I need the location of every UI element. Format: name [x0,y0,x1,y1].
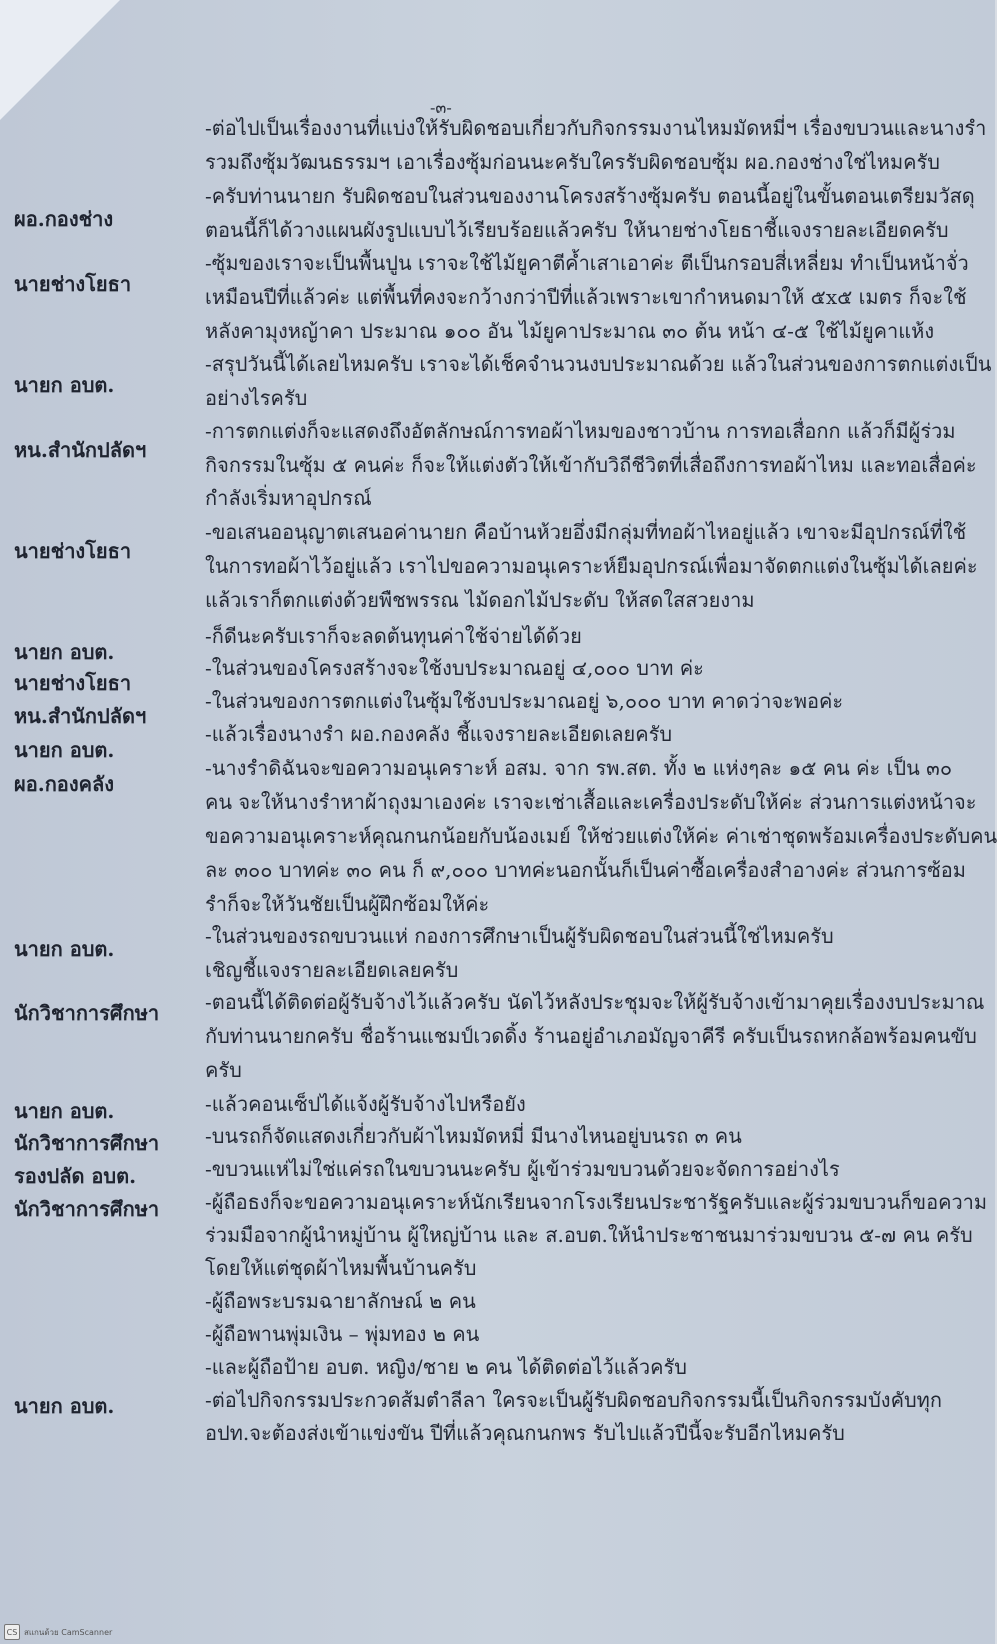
body-line: -ในส่วนของการตกแต่งในซุ้มใช้งบประมาณอยู่ ๖,๐๐๐ บาท คาดว่าจะพอค่ะ [205,689,844,713]
body-line: -ผู้ถือพานพุ่มเงิน – พุ่มทอง ๒ คน [205,1322,480,1346]
speaker-label: นายก อบต. [14,937,115,961]
speaker-label: นายช่างโยธา [14,539,132,563]
speaker-label: นักวิชาการศึกษา [14,1001,160,1025]
body-line: เหมือนปีที่แล้วค่ะ แต่พื้นที่คงจะกว้างกว่าปีที่แล้วเพราะเขากำหนดมาให้ ๕x๕ เมตร ก็จะใช้ [205,285,967,309]
body-line: -ขบวนแห่ไม่ใช่แค่รถในขบวนนะครับ ผู้เข้าร่วมขบวนด้วยจะจัดการอย่างไร [205,1157,840,1181]
body-line: คน จะให้นางรำหาผ้าถุงมาเองค่ะ เราจะเช่าเสื้อและเครื่องประดับให้ค่ะ ส่วนการแต่งหน้าจะ [205,790,977,814]
body-line: โดยให้แต่ชุดผ้าไหมพื้นบ้านครับ [205,1256,477,1280]
body-line: ร่วมมือจากผู้นำหมู่บ้าน ผู้ใหญ่บ้าน และ ส.อบต.ให้นำประชาชนมาร่วมขบวน ๕-๗ คน ครับ [205,1223,973,1247]
body-line: รำก็จะให้วันชัยเป็นผู้ฝึกซ้อมให้ค่ะ [205,892,490,916]
speaker-label: นายก อบต. [14,1394,115,1418]
body-line: -ต่อไปกิจกรรมประกวดส้มตำลีลา ใครจะเป็นผู้รับผิดชอบกิจกรรมนี้เป็นกิจกรรมบังคับทุก [205,1388,942,1412]
body-line: ละ ๓๐๐ บาทค่ะ ๓๐ คน ก็ ๙,๐๐๐ บาทค่ะนอกนั้นก็เป็นค่าซื้อเครื่องสำอางค่ะ ส่วนการซ้อม [205,858,966,882]
body-line: แล้วเราก็ตกแต่งด้วยพืชพรรณ ไม้ดอกไม้ประดับ ให้สดใสสวยงาม [205,588,755,612]
speaker-label: นายก อบต. [14,1099,115,1123]
body-line: -ผู้ถือพระบรมฉายาลักษณ์ ๒ คน [205,1289,476,1313]
body-line: -นางรำดิฉันจะขอความอนุเคราะห์ อสม. จาก รพ.สต. ทั้ง ๒ แห่งๆละ ๑๕ คน ค่ะ เป็น ๓๐ [205,756,953,780]
speaker-label: หน.สำนักปลัดฯ [14,704,147,728]
body-line: -ตอนนี้ได้ติดต่อผู้รับจ้างไว้แล้วครับ นัดไว้หลังประชุมจะให้ผู้รับจ้างเข้ามาคุยเรื่องงบประมาณ [205,990,985,1014]
body-line: ขอความอนุเคราะห์คุณกนกน้อยกับน้องเมย์ ให้ช่วยแต่งให้ค่ะ ค่าเช่าชุดพร้อมเครื่องประดับคน [205,824,997,848]
speaker-label: นายก อบต. [14,373,115,397]
speaker-label: นักวิชาการศึกษา [14,1131,160,1155]
body-line: ตอนนี้ก็ได้วางแผนผังรูปแบบไว้เรียบร้อยแล้วครับ ให้นายช่างโยธาชี้แจงรายละเอียดครับ [205,218,949,242]
body-line: -การตกแต่งก็จะแสดงถึงอัตลักษณ์การทอผ้าไหมของชาวบ้าน การทอเสื่อกก แล้วก็มีผู้ร่วม [205,419,956,443]
body-line: -ในส่วนของรถขบวนแห่ กองการศึกษาเป็นผู้รับผิดชอบในส่วนนี้ใช่ไหมครับ [205,924,834,948]
body-line: -และผู้ถือป้าย อบต. หญิง/ชาย ๒ คน ได้ติดต่อไว้แล้วครับ [205,1355,687,1379]
body-line: เชิญชี้แจงรายละเอียดเลยครับ [205,958,459,982]
body-line: -ขอเสนออนุญาตเสนอค่านายก คือบ้านห้วยอึ่งมีกลุ่มที่ทอผ้าไหอยู่แล้ว เขาจะมีอุปกรณ์ที่ใช้ [205,520,967,544]
body-line: -ในส่วนของโครงสร้างจะใช้งบประมาณอยู่ ๔,๐๐๐ บาท ค่ะ [205,656,704,680]
speaker-label: รองปลัด อบต. [14,1164,137,1188]
folded-corner [0,0,120,120]
body-line: -สรุปวันนี้ได้เลยไหมครับ เราจะได้เช็คจำนวนงบประมาณด้วย แล้วในส่วนของการตกแต่งเป็น [205,352,992,376]
camscanner-logo-icon: CS [4,1624,20,1640]
speaker-label: นายช่างโยธา [14,272,132,296]
body-line: กำลังเริ่มหาอุปกรณ์ [205,486,372,510]
body-line: กิจกรรมในซุ้ม ๕ คนค่ะ ก็จะให้แต่งตัวให้เข้ากับวิถีชีวิตที่เสื่อถึงการทอผ้าไหม และทอเสื่อค่ะ [205,453,977,477]
body-line: -ผู้ถือธงก็จะขอความอนุเคราะห์นักเรียนจากโรงเรียนประชารัฐครับและผู้ร่วมขบวนก็ขอความ [205,1190,988,1214]
scanner-watermark [4,1624,112,1640]
speaker-label: ผอ.กองคลัง [14,772,114,796]
body-line: -ก็ดีนะครับเราก็จะลดต้นทุนค่าใช้จ่ายได้ด้วย [205,624,582,648]
body-line: รวมถึงซุ้มวัฒนธรรมฯ เอาเรื่องซุ้มก่อนนะครับใครรับผิดชอบซุ้ม ผอ.กองช่างใช่ไหมครับ [205,150,940,174]
body-line: กับท่านนายกครับ ชื่อร้านแชมป์เวดดิ้ง ร้านอยู่อำเภอมัญจาคีรี ครับเป็นรถหกล้อพร้อมคนขับ [205,1024,977,1048]
body-line: อย่างไรครับ [205,386,308,410]
body-line: -แล้วเรื่องนางรำ ผอ.กองคลัง ชี้แจงรายละเอียดเลยครับ [205,722,673,746]
body-line: -ซุ้มของเราจะเป็นพื้นปูน เราจะใช้ไม้ยูคาตีค้ำเสาเอาค่ะ ตีเป็นกรอบสี่เหลี่ยม ทำเป็นหน้าจั่ว [205,251,969,275]
body-line: -แล้วคอนเซ็ปได้แจ้งผู้รับจ้างไปหรือยัง [205,1092,526,1116]
body-line: ครับ [205,1058,242,1082]
speaker-label: หน.สำนักปลัดฯ [14,438,147,462]
page-number: -๓- [430,98,452,117]
body-line: ในการทอผ้าไว้อยู่แล้ว เราไปขอความอนุเคราะห์ยืมอุปกรณ์เพื่อมาจัดตกแต่งในซุ้มได้เลยค่ะ [205,554,978,578]
speaker-label: นายก อบต. [14,738,115,762]
body-line: -ครับท่านนายก รับผิดชอบในส่วนของงานโครงสร้างซุ้มครับ ตอนนี้อยู่ในขั้นตอนเตรียมวัสดุ [205,184,975,208]
body-line: อปท.จะต้องส่งเข้าแข่งขัน ปีที่แล้วคุณกนกพร รับไปแล้วปีนี้จะรับอีกไหมครับ [205,1421,845,1445]
body-line: -ต่อไปเป็นเรื่องงานที่แบ่งให้รับผิดชอบเกี่ยวกับกิจกรรมงานไหมมัดหมี่ฯ เรื่องขบวนและนางรำ [205,116,987,140]
watermark-text: สแกนด้วย CamScanner [24,1627,113,1637]
body-line: หลังคามุงหญ้าคา ประมาณ ๑๐๐ อัน ไม้ยูคาประมาณ ๓๐ ต้น หน้า ๔-๕ ใช้ไม้ยูคาแห้ง [205,319,935,343]
speaker-label: นายก อบต. [14,640,115,664]
speaker-label: ผอ.กองช่าง [14,207,114,231]
speaker-label: นายช่างโยธา [14,671,132,695]
speaker-label: นักวิชาการศึกษา [14,1197,160,1221]
body-line: -บนรถก็จัดแสดงเกี่ยวกับผ้าไหมมัดหมี่ มีนางไหนอยู่บนรถ ๓ คน [205,1124,742,1148]
